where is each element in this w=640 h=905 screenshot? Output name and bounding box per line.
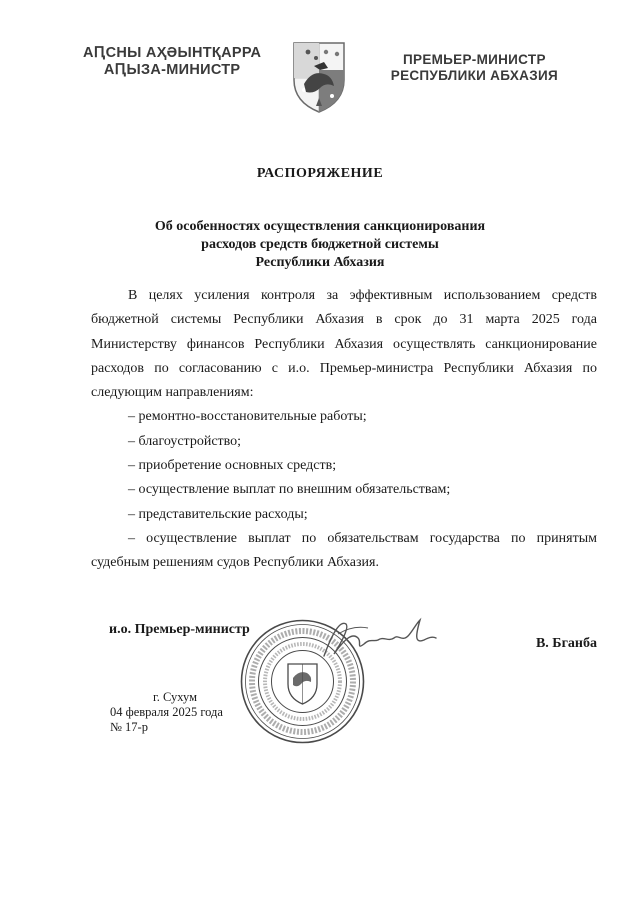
header-left-line2: АԤЫЗА-МИНИСТР: [103, 62, 241, 78]
header-left-abkhaz: [83, 45, 261, 79]
signer-name: В. Бганба: [535, 636, 597, 651]
list-item: – осуществление выплат по внешним обязательствам;: [128, 482, 451, 498]
subject-line3: Республики Абхазия: [255, 255, 385, 270]
intro-paragraph: В целях усиления контроля за эффективным использованием средств бюджетной системы Республики Абхазия в срок до 31 марта 2025 года Министерству финансов Республики Абхазия осуществлять санкционирование расходов по согласованию с и.о. Премьер-министра Республики Абхазия по следующим направлениям:: [91, 288, 597, 401]
document-number: № 17-р: [110, 720, 148, 734]
document-subject: [0, 218, 640, 272]
document-body: [91, 284, 597, 576]
header-left-line1: АԤСНЫ АҲӘЫНТҚАРРА: [83, 45, 262, 61]
header-right-line2: РЕСПУБЛИКИ АБХАЗИЯ: [390, 68, 558, 83]
document-date: 04 февраля 2025 года: [110, 705, 223, 719]
abkhazia-coat-of-arms-icon: [290, 40, 348, 114]
subject-line1: Об особенностях осуществления санкционирования: [154, 219, 486, 234]
header-right-russian: [391, 52, 558, 84]
list-item: – благоустройство;: [128, 433, 242, 449]
list-item-last: – осуществление выплат по обязательствам государства по принятым судебным решениям судов Республики Абхазия.: [91, 530, 597, 571]
subject-line2: расходов средств бюджетной системы: [201, 237, 439, 252]
document-title: РАСПОРЯЖЕНИЕ: [256, 166, 384, 181]
handwritten-signature-icon: [318, 614, 438, 664]
header-right-line1: ПРЕМЬЕР-МИНИСТР: [403, 52, 546, 67]
list-item: – приобретение основных средств;: [128, 458, 337, 474]
place-city: г. Сухум: [152, 690, 197, 704]
list-item: – представительские расходы;: [128, 506, 308, 522]
list-item: – ремонтно-восстановительные работы;: [128, 409, 367, 425]
signer-position: и.о. Премьер-министр: [109, 622, 250, 637]
document-place-date: [110, 690, 240, 735]
